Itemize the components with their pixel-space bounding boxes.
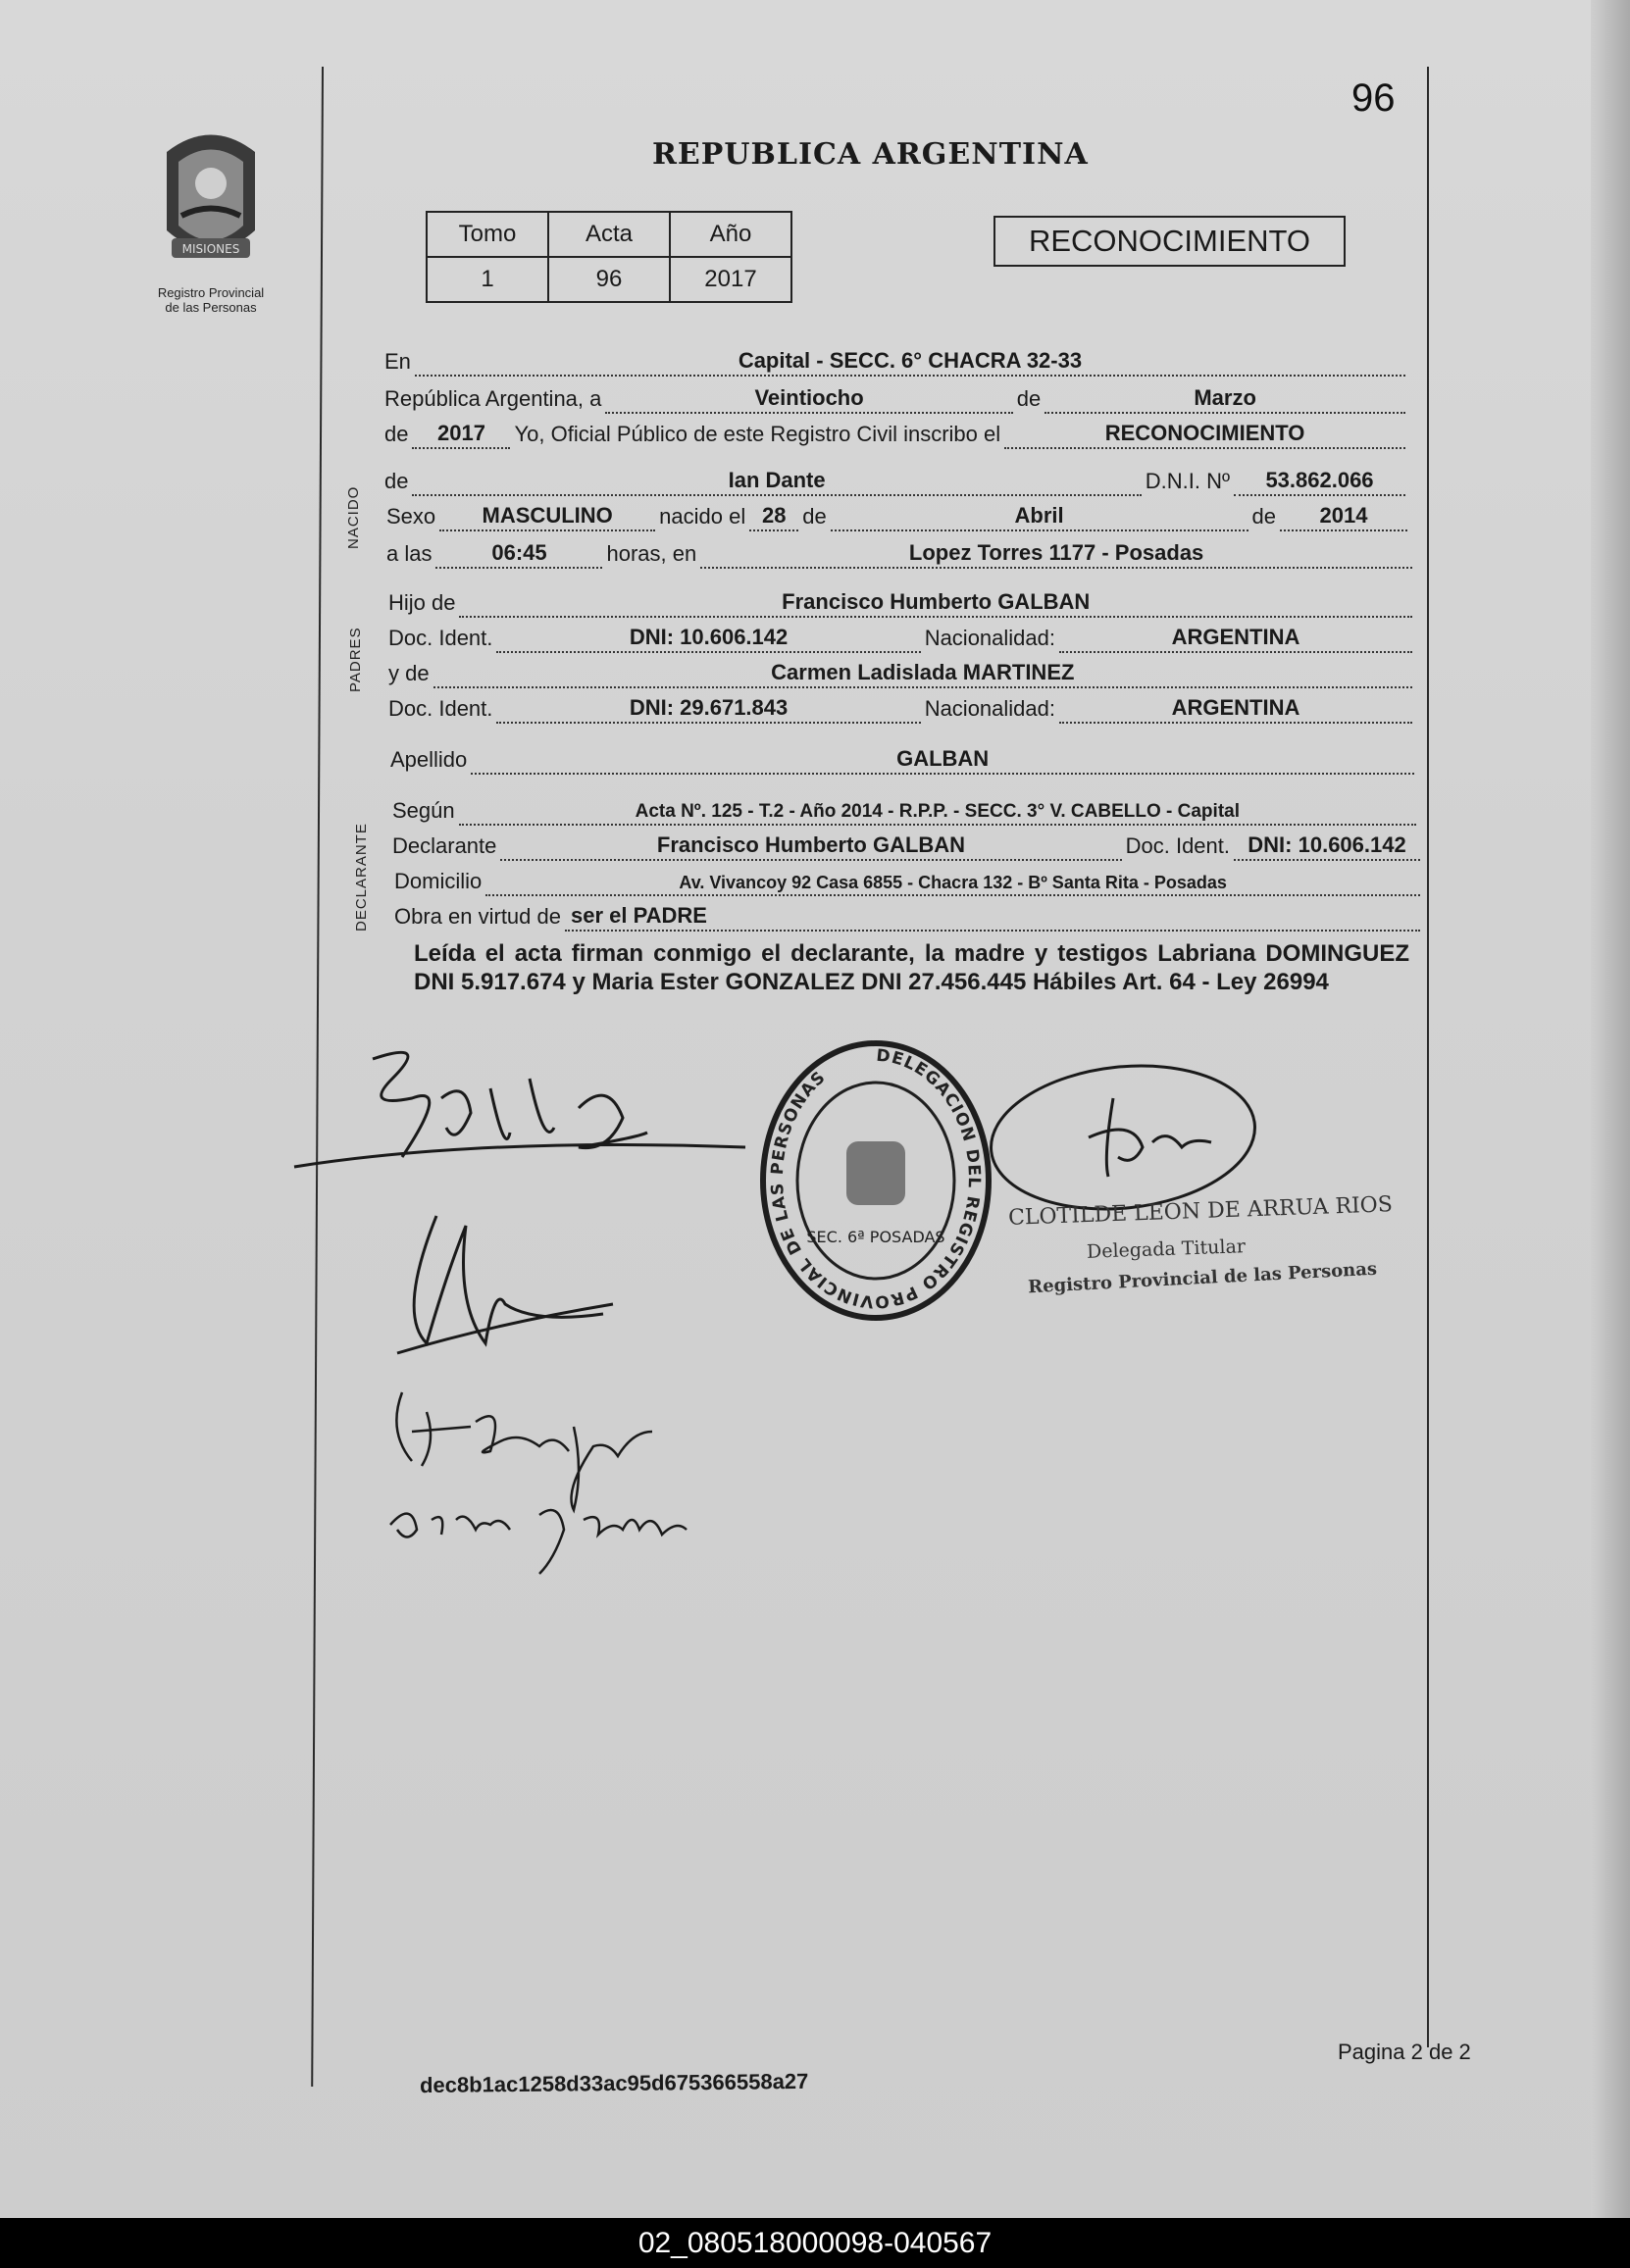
book-reference-table [426, 211, 792, 303]
child-dni-value: 53.862.066 [1234, 468, 1405, 496]
surname-line: Apellido GALBAN [390, 741, 1418, 775]
according-line: Según Acta Nº. 125 - T.2 - Año 2014 - R.P.P. - SECC. 3° V. CABELLO - Capital [392, 792, 1420, 826]
section-label-parents: PADRES [347, 627, 364, 692]
section-label-born: NACIDO [345, 485, 362, 549]
birth-time-line: a las 06:45 horas, en Lopez Torres 1177 - Posadas [386, 535, 1416, 569]
month-value: Marzo [1044, 385, 1405, 414]
mother-name-value: Carmen Ladislada MARTINEZ [433, 660, 1412, 688]
address-line: Domicilio Av. Vivancoy 92 Casa 6855 - Chacra 132 - Bº Santa Rita - Posadas [394, 863, 1424, 896]
document-title: REPUBLICA ARGENTINA [652, 137, 1089, 172]
birth-place-value: Lopez Torres 1177 - Posadas [700, 540, 1412, 569]
mother-nationality-value: ARGENTINA [1059, 695, 1412, 724]
right-margin-rule [1427, 67, 1429, 2047]
day-value: Veintiocho [605, 385, 1012, 414]
registry-logo [137, 123, 284, 315]
mother-signature [378, 1196, 633, 1373]
mother-line: y de Carmen Ladislada MARTINEZ [388, 655, 1416, 688]
surname-value: GALBAN [471, 746, 1414, 775]
book-table-header-row [427, 212, 791, 257]
record-name-value: RECONOCIMIENTO [1004, 421, 1405, 449]
official-name: CLOTILDE LEON DE ARRUA RIOS [1007, 1192, 1394, 1231]
year-value-text: 2017 [412, 421, 510, 449]
according-value: Acta Nº. 125 - T.2 - Año 2014 - R.P.P. - SECC. 3° V. CABELLO - Capital [459, 801, 1416, 826]
declarant-line: Declarante Francisco Humberto GALBAN Doc. Ident. DNI: 10.606.142 [392, 828, 1424, 861]
place-value: Capital - SECC. 6° CHACRA 32-33 [415, 348, 1405, 377]
page-edge-shadow [1591, 0, 1630, 2218]
svg-text:DELEGACION DEL REGISTRO PROVIN: DELEGACION DEL REGISTRO PROVINCIAL DE LAS PERSONAS [767, 1045, 985, 1312]
svg-text:SEC. 6ª POSADAS: SEC. 6ª POSADAS [806, 1228, 945, 1246]
birth-month-value: Abril [831, 503, 1248, 531]
record-type-box: RECONOCIMIENTO [993, 216, 1346, 267]
mother-doc-value: DNI: 29.671.843 [496, 695, 920, 724]
father-line: Hijo de Francisco Humberto GALBAN [388, 584, 1416, 618]
file-id-bar: 02_080518000098-040567 [0, 2218, 1630, 2268]
birth-day-value: 28 [749, 503, 798, 531]
birth-year-value: 2014 [1280, 503, 1407, 531]
year-header: Año [670, 212, 791, 257]
page-number: 96 [1351, 76, 1396, 120]
sex-birth-line: Sexo MASCULINO nacido el 28 de Abril de 2014 [386, 498, 1411, 531]
address-value: Av. Vivancoy 92 Casa 6855 - Chacra 132 - Bº Santa Rita - Posadas [485, 873, 1420, 896]
acta-header: Acta [548, 212, 670, 257]
acts-as-line: Obra en virtud de ser el PADRE [394, 898, 1424, 932]
child-line: de Ian Dante D.N.I. Nº 53.862.066 [384, 463, 1409, 496]
document-hash: dec8b1ac1258d33ac95d675366558a27 [419, 2068, 809, 2098]
father-doc-value: DNI: 10.606.142 [496, 625, 920, 653]
witnesses-signatures [382, 1373, 794, 1579]
closing-note: Leída el acta firman conmigo el declarante, la madre y testigos Labriana DOMINGUEZ DNI 5.917.674 y Maria Ester GONZALEZ DNI 27.456.445 Hábiles Art. 64 - Ley 26994 [414, 940, 1409, 995]
book-table-value-row [427, 257, 791, 302]
official-office: Registro Provincial de las Personas [1027, 1258, 1378, 1298]
sex-value: MASCULINO [439, 503, 655, 531]
father-doc-line: Doc. Ident. DNI: 10.606.142 Nacionalidad: ARGENTINA [388, 620, 1416, 653]
logo-caption: Registro Provincial de las Personas [157, 285, 265, 315]
registry-round-stamp [753, 1032, 998, 1331]
tomo-value: 1 [427, 257, 548, 302]
declarant-doc-value: DNI: 10.606.142 [1234, 832, 1420, 861]
declarant-name-value: Francisco Humberto GALBAN [500, 832, 1121, 861]
birth-time-value: 06:45 [435, 540, 602, 569]
svg-text:MISIONES: MISIONES [181, 242, 240, 256]
place-line: En Capital - SECC. 6° CHACRA 32-33 [384, 343, 1409, 377]
acts-as-value: ser el PADRE [565, 903, 1420, 932]
officer-signature [986, 1059, 1270, 1216]
declarant-signature [284, 1039, 755, 1196]
pagination-label: Pagina 2 de 2 [1338, 2040, 1471, 2064]
misiones-seal-icon [147, 123, 275, 279]
child-name-value: Ian Dante [412, 468, 1141, 496]
tomo-header: Tomo [427, 212, 548, 257]
date-line: República Argentina, a Veintiocho de Marzo [384, 380, 1409, 414]
year-value: 2017 [670, 257, 791, 302]
mother-doc-line: Doc. Ident. DNI: 29.671.843 Nacionalidad: ARGENTINA [388, 690, 1416, 724]
officer-line: de 2017 Yo, Oficial Público de este Registro Civil inscribo el RECONOCIMIENTO [384, 416, 1409, 449]
acta-value: 96 [548, 257, 670, 302]
official-role: Delegada Titular [1086, 1235, 1247, 1263]
father-nationality-value: ARGENTINA [1059, 625, 1412, 653]
section-label-declarant: DECLARANTE [353, 823, 370, 932]
father-name-value: Francisco Humberto GALBAN [459, 589, 1412, 618]
